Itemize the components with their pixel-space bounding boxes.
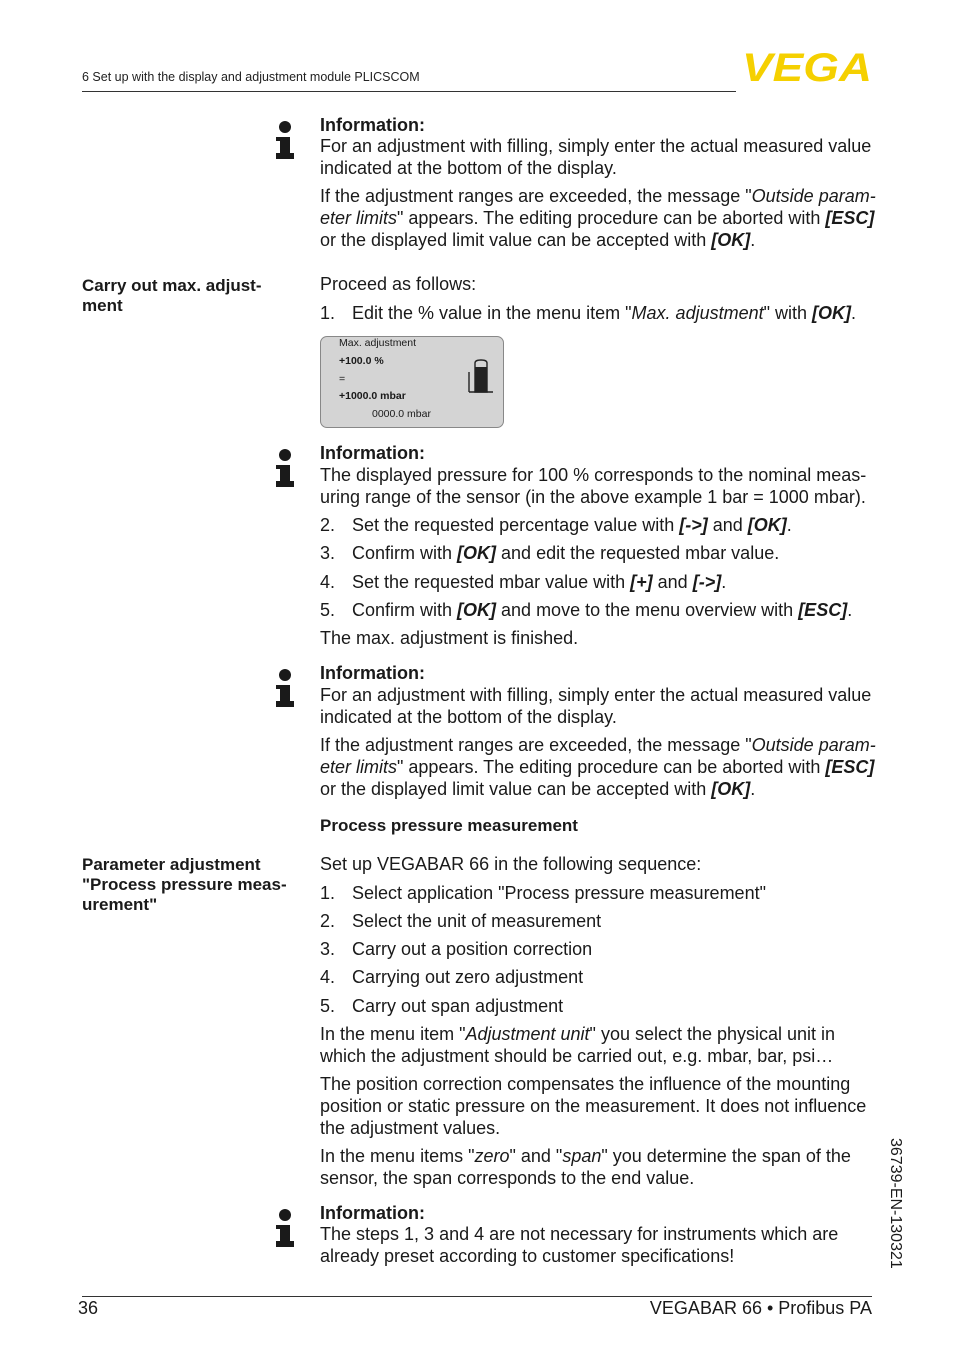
- vega-logo-text: VEGA: [742, 50, 872, 84]
- body-paragraph: In the menu item "Adjustment unit" you select the physical unit in which the adjustment should be carried out, e.g. mbar, bar, psi…: [320, 1024, 836, 1066]
- lcd-display: [320, 336, 504, 428]
- list-item: 5. Confirm with [OK] and move to the menu overview with [ESC].: [320, 600, 853, 620]
- finished-text: The max. adjustment is finished.: [320, 628, 579, 648]
- info-text: If the adjustment ranges are exceeded, the message "Outside param- eter limits" appears. The editing procedure can be aborted with [ESC] or the displayed limit value can be accepted with [OK].: [320, 735, 876, 799]
- lcd-equals: =: [339, 373, 346, 385]
- info-icon: [274, 1208, 296, 1248]
- lcd-pressure: +1000.0 mbar: [339, 390, 406, 402]
- side-heading-parameter-adjustment: Parameter adjustment "Process pressure meas- urement": [82, 855, 287, 914]
- sequence-intro: Set up VEGABAR 66 in the following sequence:: [320, 854, 702, 874]
- info-text: The displayed pressure for 100 % corresponds to the nominal meas- uring range of the sensor (in the above example 1 bar = 1000 mbar).: [320, 465, 867, 507]
- info-title: Information:: [320, 115, 425, 135]
- proceed-text: Proceed as follows:: [320, 274, 477, 294]
- section-heading: Process pressure measurement: [320, 816, 578, 835]
- vega-logo: [742, 50, 872, 84]
- info-text: For an adjustment with filling, simply enter the actual measured value indicated at the bottom of the display.: [320, 136, 872, 178]
- info-text: The steps 1, 3 and 4 are not necessary for instruments which are already preset according to customer specifications!: [320, 1224, 839, 1266]
- list-item: 2. Select the unit of measurement: [320, 911, 602, 931]
- list-item: 1. Select application "Process pressure measurement": [320, 883, 766, 903]
- section-header: 6 Set up with the display and adjustment module PLICSCOM: [82, 70, 420, 84]
- lcd-title: Max. adjustment: [339, 337, 417, 349]
- info-title: Information:: [320, 663, 425, 683]
- info-icon: [274, 668, 296, 708]
- page-number: 36: [78, 1298, 99, 1318]
- footer-rule: [82, 1296, 872, 1297]
- list-item: 5. Carry out span adjustment: [320, 996, 564, 1016]
- info-icon: [274, 120, 296, 160]
- body-paragraph: In the menu items "zero" and "span" you determine the span of the sensor, the span corresponds to the end value.: [320, 1146, 851, 1188]
- list-item: 4. Set the requested mbar value with [+] and [->].: [320, 572, 727, 592]
- body-paragraph: The position correction compensates the influence of the mounting position or static pressure on the measurement. It does not influence the adjustment values.: [320, 1074, 867, 1138]
- info-title: Information:: [320, 1203, 425, 1223]
- document-id: 36739-EN-130321: [887, 1138, 904, 1269]
- side-heading-max-adjustment: Carry out max. adjust- ment: [82, 276, 262, 315]
- info-icon: [274, 448, 296, 488]
- tank-icon: [467, 359, 495, 395]
- footer-title: VEGABAR 66 • Profibus PA: [649, 1298, 872, 1318]
- lcd-current: 0000.0 mbar: [372, 408, 431, 420]
- info-title: Information:: [320, 443, 425, 463]
- list-item: 3. Carry out a position correction: [320, 939, 593, 959]
- list-item: 1. Edit the % value in the menu item "Max. adjustment" with [OK].: [320, 303, 857, 323]
- info-text: If the adjustment ranges are exceeded, the message "Outside param- eter limits" appears. The editing procedure can be aborted with [ESC] or the displayed limit value can be accepted with [OK].: [320, 186, 876, 250]
- lcd-percent: +100.0 %: [339, 355, 384, 367]
- list-item: 4. Carrying out zero adjustment: [320, 967, 584, 987]
- list-item: 2. Set the requested percentage value with [->] and [OK].: [320, 515, 792, 535]
- info-text: For an adjustment with filling, simply enter the actual measured value indicated at the bottom of the display.: [320, 685, 872, 727]
- header-rule: [82, 91, 736, 92]
- list-item: 3. Confirm with [OK] and edit the requested mbar value.: [320, 543, 780, 563]
